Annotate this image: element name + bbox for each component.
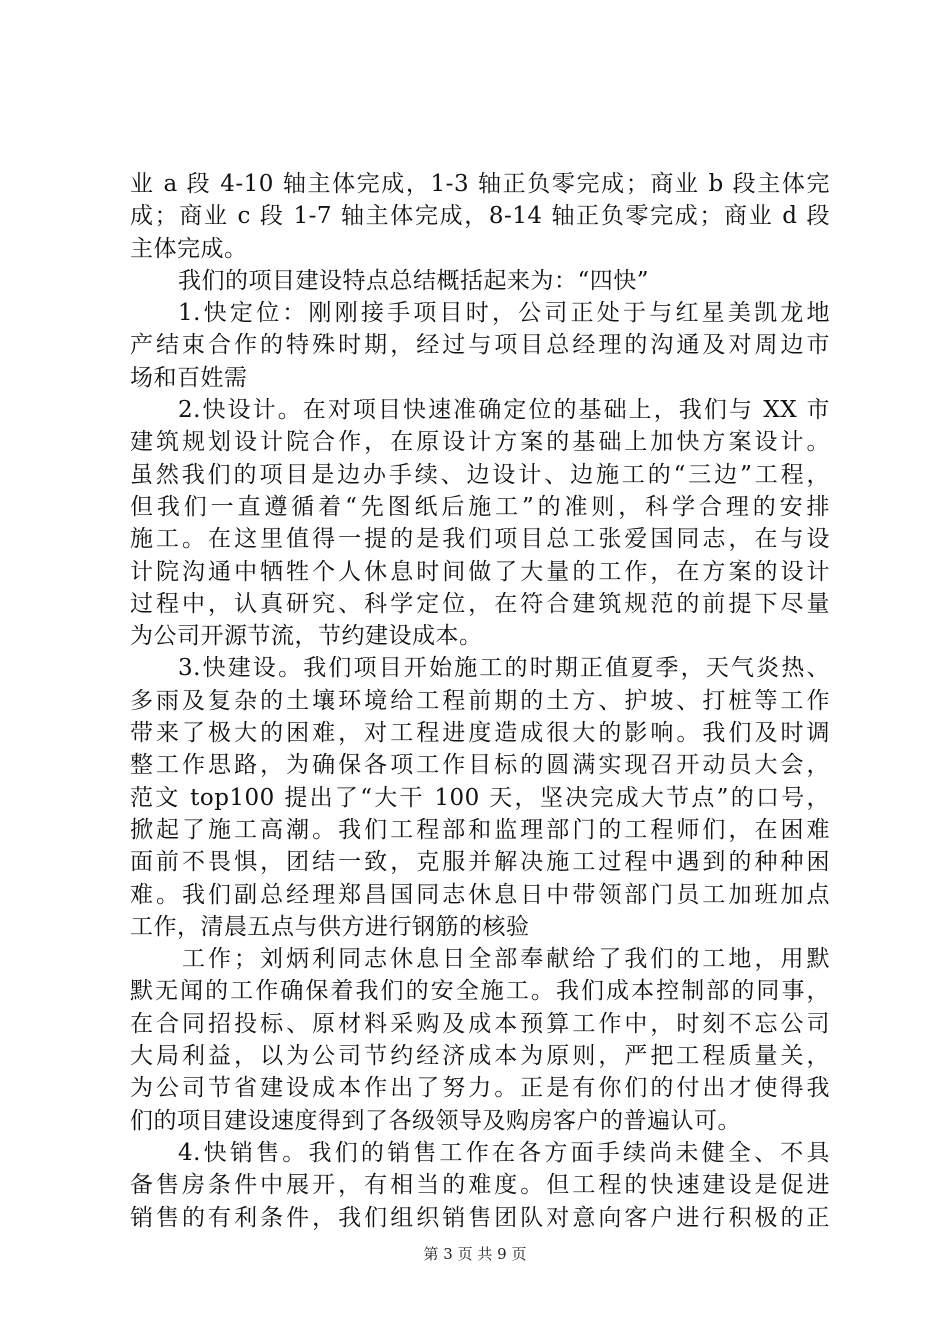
text-line: 工作；刘炳利同志休息日全部奉献给了我们的工地，用默 xyxy=(182,946,830,973)
text-line: 难。我们副总经理郑昌国同志休息日中带领部门员工加班加点 xyxy=(130,881,830,908)
text-line: 销售的有利条件，我们组织销售团队对意向客户进行积极的正 xyxy=(130,1204,830,1231)
text-line: 场和百姓需 xyxy=(130,364,248,391)
page-number-label: 第 3 页 共 9 页 xyxy=(423,1245,527,1263)
text-line: 备售房条件中展开，有相当的难度。但工程的快速建设是促进 xyxy=(130,1172,830,1199)
text-line: 们的项目建设速度得到了各级领导及购房客户的普遍认可。 xyxy=(130,1107,741,1134)
text-line: 产结束合作的特殊时期，经过与项目总经理的沟通及对周边市 xyxy=(130,332,830,359)
text-line: 多雨及复杂的土壤环境给工程前期的土方、护坡、打桩等工作 xyxy=(130,687,830,714)
text-line: 面前不畏惧，团结一致，克服并解决施工过程中遇到的种种困 xyxy=(130,849,830,876)
text-line: 2.快设计。在对项目快速准确定位的基础上，我们与 XX 市 xyxy=(178,397,830,424)
text-line: 我们的项目建设特点总结概括起来为：“四快” xyxy=(178,267,650,294)
text-line: 为公司开源节流，节约建设成本。 xyxy=(130,623,483,650)
text-line: 默无闻的工作确保着我们的安全施工。我们成本控制部的同事， xyxy=(130,978,830,1005)
document-body xyxy=(130,168,830,1234)
text-line: 3.快建设。我们项目开始施工的时期正值夏季，天气炎热、 xyxy=(178,655,830,682)
text-line: 在合同招投标、原材料采购及成本预算工作中，时刻不忘公司 xyxy=(130,1010,830,1037)
text-line: 计院沟通中牺牲个人休息时间做了大量的工作，在方案的设计 xyxy=(130,558,830,585)
text-line: 业 a 段 4-10 轴主体完成，1-3 轴正负零完成；商业 b 段主体完 xyxy=(130,171,830,197)
text-line: 4.快销售。我们的销售工作在各方面手续尚未健全、不具 xyxy=(178,1139,830,1166)
text-line: 成；商业 c 段 1-7 轴主体完成，8-14 轴正负零完成；商业 d 段 xyxy=(130,203,830,230)
text-line: 1.快定位：刚刚接手项目时，公司正处于与红星美凯龙地 xyxy=(178,300,830,327)
text-line: 带来了极大的困难，对工程进度造成很大的影响。我们及时调 xyxy=(130,720,830,747)
text-line: 但我们一直遵循着“先图纸后施工”的准则，科学合理的安排 xyxy=(130,493,830,520)
text-line: 工作，清晨五点与供方进行钢筋的核验 xyxy=(130,913,530,940)
text-line: 大局利益，以为公司节约经济成本为原则，严把工程质量关， xyxy=(130,1043,830,1070)
page-footer xyxy=(0,1244,950,1264)
text-line: 整工作思路，为确保各项工作目标的圆满实现召开动员大会， xyxy=(130,752,830,779)
text-line: 掀起了施工高潮。我们工程部和监理部门的工程师们，在困难 xyxy=(130,816,830,843)
text-line: 为公司节省建设成本作出了努力。正是有你们的付出才使得我 xyxy=(130,1075,830,1102)
text-line: 虽然我们的项目是边办手续、边设计、边施工的“三边”工程， xyxy=(130,461,830,488)
text-line: 范文 top100 提出了“大干 100 天，坚决完成大节点”的口号， xyxy=(130,784,830,811)
text-line: 过程中，认真研究、科学定位，在符合建筑规范的前提下尽量 xyxy=(130,590,830,617)
text-line: 主体完成。 xyxy=(130,235,248,262)
text-line: 施工。在这里值得一提的是我们项目总工张爱国同志，在与设 xyxy=(130,526,830,553)
text-line: 建筑规划设计院合作，在原设计方案的基础上加快方案设计。 xyxy=(130,429,830,456)
